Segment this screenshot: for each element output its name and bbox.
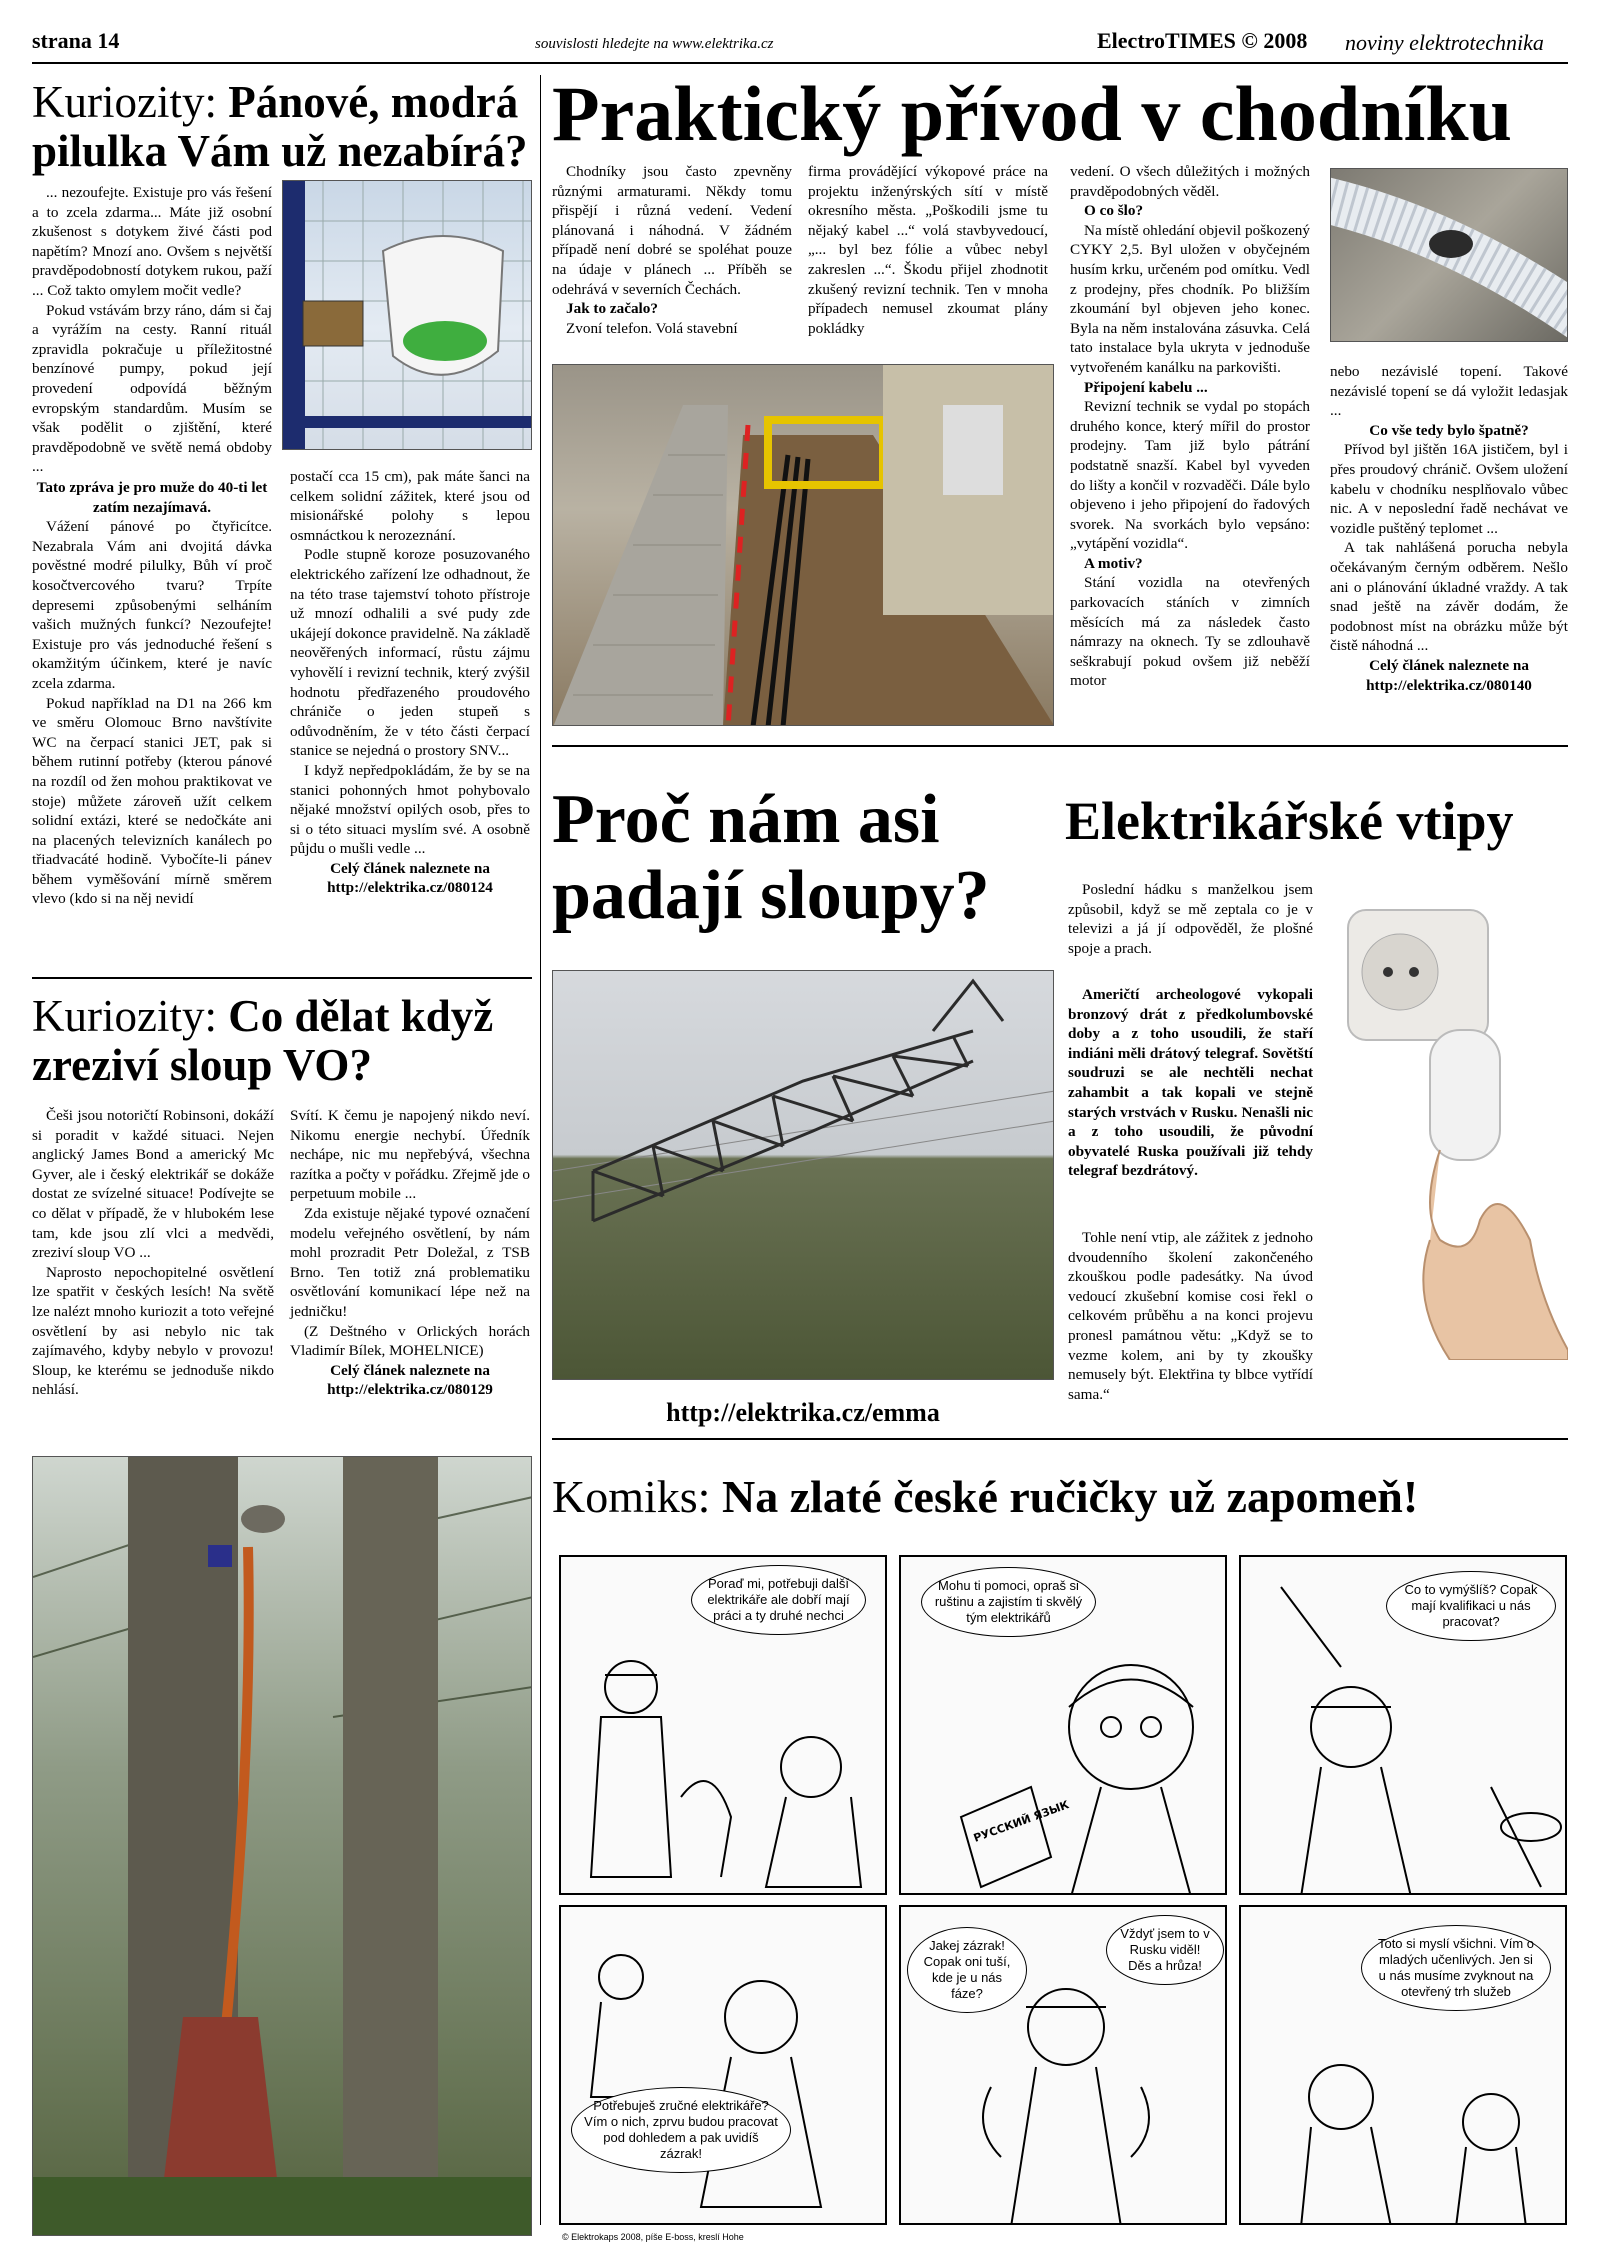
- comic-panel-5: [899, 1905, 1227, 2225]
- article1-headline: [32, 78, 532, 175]
- urinal-photo: [282, 180, 532, 450]
- article3-para: firma provádějící výkopové práce na projektu inženýrských sítí v místě okresního města. „Poškodili jsme tu nějaký kabel ...“ volá stavbyvedoucí, „... byl bez fólie a vůbec nebyl zakreslen ...“. Škodu přijel zhodnotit zkušený revizní technik. Ten v mnoha případech nemusel zkoumat plány pokládky: [808, 163, 1048, 337]
- article5-joke1: [1068, 880, 1313, 958]
- article3-col1: [552, 162, 792, 338]
- speech-bubble-1: Poraď mi, potřebuji další elektrikáře ale dobří mají práci a ty druhé nechci: [691, 1565, 866, 1635]
- article1-footer: Celý článek naleznete na: [330, 859, 490, 877]
- article2-kicker: Kuriozity:: [32, 991, 217, 1041]
- article1-para: Pokud vstávám brzy ráno, dám si čaj a vyrážím na cesty. Ranní rituál zpravidla pokračuje u příležitostné benzínové pumpy, pokud její provedení odpovídá běžným evropským standardům. Musím se však podělit o zjištění, které pravděpodobně ve světě nemá obdoby ...: [32, 301, 272, 476]
- conduit-photo: [1330, 168, 1568, 342]
- socket-hand-illustration: [1330, 880, 1568, 1360]
- article3-title: Praktický přívod v chodníku: [552, 70, 1513, 157]
- sidewalk-photo: [552, 364, 1054, 726]
- article2-link[interactable]: http://elektrika.cz/080129: [327, 1381, 493, 1399]
- article3-footer: Celý článek naleznete na: [1369, 656, 1529, 674]
- conduit-illustration: [1331, 169, 1568, 342]
- article3-col2: [808, 162, 1048, 338]
- article2-col2: [290, 1106, 530, 1400]
- article1-para: Vážení pánové po čtyřicítce. Nezabrala Vám ani dvojitá dávka pověstné modré pilulky, Bůh ví proč kosočtvercového tvaru? Trpíte depresemi způsobenými selháním vašich mužných funkcí? Nezoufejte! Existuje pro vás jednoduché řešení s okamžitým účinkem, které je navíc zcela zdarma.: [32, 518, 272, 692]
- article2-para: Zda existuje nějaké typové označení modelu veřejného osvětlení, by nám mohl prozradit Petr Doležal, z TSB Brno. Ten totiž zná problematiku osvětlování komunikací lépe než na jedničku!: [290, 1204, 530, 1320]
- socket-hand-photo: [1330, 880, 1568, 1360]
- urinal-illustration: [283, 181, 532, 450]
- speech-bubble-3: Co to vymýšlíš? Copak mají kvalifikaci u nás pracovat?: [1386, 1571, 1556, 1641]
- article2-para: Naprosto nepochopitelné osvětlení lze spatřit v českých lesích! Na světě lze nalézt mnoho kuriozit a toto veřejné osvětlení by asi nebylo nic tak zajímavého, kdyby nebylo v provozu! Sloup, ke kterému se jednoduše nikdo nehlásí.: [32, 1263, 274, 1399]
- article3-subhead: Jak to začalo?: [566, 300, 658, 318]
- speech-bubble-5a: Jakej zázrak! Copak oni tuší, kde je u nás fáze?: [907, 1927, 1027, 2013]
- joke-text: Tohle není vtip, ale zážitek z jednoho dvoudenního školení zakončeného zkouškou podle padesátky. Na úvod vedoucí zkušební komise cosi řekl o celkovém průběhu a na konci projevu pronesl památnou větu: „Když se to vezme kolem, ani by ty zkoušky nemusely být. Elektřina ty blbce vytřídí sama.“: [1068, 1229, 1313, 1403]
- article1-col1b: [32, 478, 272, 909]
- article2-col1: [32, 1106, 274, 1400]
- speech-bubble-6: Toto si myslí všichni. Vím o mladých učenlivých. Jen si u nás musíme zvyknout na otevřený trh služeb: [1361, 1925, 1551, 2011]
- article3-para: Stání vozidla na otevřených parkovacích stáních v zimních měsících má za následek často námrazy na oknech. Ty se zdlouhavě seškrabují pokud ovšem již neběží motor: [1070, 574, 1310, 690]
- article3-subhead: Připojení kabelu ...: [1084, 378, 1208, 396]
- article3-link[interactable]: http://elektrika.cz/080140: [1366, 676, 1532, 694]
- article1-col2: [290, 467, 530, 898]
- article1-rule: [32, 977, 532, 979]
- article3-para: A tak nahlášená porucha nebyla očekávaným černým odběrem. Nešlo ani o plánování úkladné vraždy. A tak snad ještě na závěr dodám, že podobnost míst na obrázku může být čistě náhodná ...: [1330, 539, 1568, 655]
- header-center-note: souvislosti hledejte na www.elektrika.cz: [535, 36, 774, 52]
- article1-link[interactable]: http://elektrika.cz/080124: [327, 879, 493, 897]
- article3-subhead: A motiv?: [1084, 554, 1143, 572]
- joke-text: Poslední hádku s manželkou jsem způsobil, když se mě zeptala co je v televizi a já jí odpověděl, že plošné spoje a prach.: [1068, 881, 1313, 957]
- article2-para: Svítí. K čemu je napojený nikdo neví. Nikomu energie nechybí. Úředník nechápe, nic mu nepřebývá, všechna razítka a počty v pořádku. Zřejmě jde o perpetuum mobile ...: [290, 1107, 530, 1203]
- article3-para: Zvoní telefon. Volá stavební: [566, 319, 738, 337]
- comic-panel-2: [899, 1555, 1227, 1895]
- fallen-pylon-photo: [552, 970, 1054, 1380]
- article3-subhead: O co šlo?: [1084, 202, 1144, 220]
- article4-title: Proč nám asi padají sloupy?: [552, 781, 990, 934]
- article3-para: Na místě ohledání objevil poškozený CYKY 2,5. Byl uložen v obyčejném husím krku, určeném pod omítku. Vedl z prodejny, přes chodník. Po bližším zkoumání byl objeven jeho konec. Byla na něm instalována zásuvka. Celá tato instalace byla ukryta v jednoduše vytvořeném kanálku na parkovišti.: [1070, 221, 1310, 376]
- article1-col1: [32, 183, 272, 477]
- article1-para: Podle stupně koroze posuzovaného elektrického zařízení lze odhadnout, že na této trase tajemství tohoto přístroje už mnozí odhalili a své pudy zde ukájejí dokonce pravidelně. Na základě neověřených informací, růstu zájmu vyhovělí i revizní technik, který zvýšil hodnotu předřazeného proudového chrániče o jeden stupeň s odůvodněním, že v této části čerpací stanice se nejedná o prostory SNV...: [290, 546, 530, 760]
- comic-title: Na zlaté české ručičky už zapomeň!: [721, 1471, 1419, 1522]
- comic-credit: © Elektrokaps 2008, píše E-boss, kreslí Hohe: [562, 2232, 744, 2242]
- speech-bubble-2: Mohu ti pomoci, opraš si ruštinu a zajistím ti skvělý tým elektrikářů: [921, 1567, 1096, 1637]
- article1-para: ... nezoufejte. Existuje pro vás řešení a to zcela zdarma... Máte již osobní zkušenost s dotykem živé části pod napětím? Mnozí ano. Ovšem s největší pravděpodobností dotykem rukou, paží ... Což takto omylem močit vedle?: [32, 184, 272, 299]
- article1-highlight: Tato zpráva je pro muže do 40-ti let zatím nezajímavá.: [36, 479, 268, 516]
- article2-title: Co dělat když zreziví sloup VO?: [32, 991, 494, 1090]
- speech-bubble-4: Potřebuješ zručné elektrikáře? Vím o nich, zprvu budou pracovat pod dohledem a pak uvidíš zázrak!: [571, 2087, 791, 2173]
- joke-text: Američtí archeologové vykopali bronzový drát z předkolumbovské doby a z toho usoudili, že staří indiáni měli drátový telegraf. Sovětští soudruzi se ale nechtěli nechat zahambit a tak kopali ve stejně starých vrstvách v Rusku. Nenašli nic a z toho usoudili, že původní obyvatelé Ruska používali již tehdy telegraf bezdrátový.: [1068, 986, 1313, 1180]
- article5-joke3: [1068, 1228, 1313, 1404]
- article1-title: Pánové, modrá pilulka Vám už nezabírá?: [32, 77, 528, 176]
- article3-para: Přívod byl jištěn 16A jističem, byl i přes proudový chránič. Ovšem uložení kabelu v chodníku nesplňovalo vůbec nic. A v neposlední řadě nechávat ve vozidle puštěný teplomet ...: [1330, 441, 1568, 537]
- article2-para: (Z Deštného v Orlických horách Vladimír Bílek, MOHELNICE): [290, 1322, 530, 1360]
- comic-panel-4: [559, 1905, 887, 2225]
- article3-subhead: Co vše tedy bylo špatně?: [1369, 421, 1529, 439]
- article3-para: Chodníky jsou často zpevněny různými armaturami. Někdy tomu přispějí i různá vedení. Vedení plánovaná i náhodná. V žádném případě není dobré se spoléhat pouze na údaje v plánech ... Příběh se odehrává v severních Čechách.: [552, 163, 792, 298]
- article3-col3: [1070, 162, 1310, 691]
- sidewalk-illustration: [553, 365, 1054, 726]
- article5-title: Elektrikářské vtipy: [1065, 791, 1514, 851]
- article4-link[interactable]: http://elektrika.cz/emma: [666, 1398, 940, 1427]
- article5-joke2: [1068, 985, 1313, 1181]
- header-rule: [32, 62, 1568, 64]
- comic-panel-6: [1239, 1905, 1567, 2225]
- column-divider: [540, 75, 541, 2225]
- article5-rule: [552, 1438, 1568, 1440]
- article3-para: vedení. O všech důležitých i možných pravděpodobných věděl.: [1070, 163, 1310, 200]
- article1-para: postačí cca 15 cm), pak máte šanci na celkem solidní zážitek, které jsou od misionářské polohy s lepou osmnáctkou k nerozeznání.: [290, 468, 530, 544]
- article1-kicker: Kuriozity:: [32, 77, 217, 127]
- article2-headline: [32, 992, 532, 1089]
- comic-drawing-4: [561, 1907, 887, 2225]
- article3-para: nebo nezávislé topení. Takové nezávislé topení se dá vyložit ledasjak ...: [1330, 363, 1568, 420]
- comic-kicker: Komiks:: [552, 1471, 711, 1522]
- comic-panel-3: [1239, 1555, 1567, 1895]
- fallen-pylon-illustration: [553, 971, 1054, 1380]
- article1-para: Pokud například na D1 na 266 km ve směru Olomouc Brno navštívite WC na čerpací stanici JET, pak si během rutinní potřeby (kterou pánové na rozdíl od žen mohou praktikovat ve stoje) můžete zároveň užít celkem solidní extázi, které se nedočkáte ani na placených televizních kanálech po třiadvacáté hodině. Vybočíte-li pánev během vyměšování mírně směrem vlevo (kdo si na něj nevidí: [32, 694, 272, 908]
- forest-lamp-photo: [32, 1456, 532, 2236]
- comic-headline: [552, 1470, 1568, 1523]
- article3-col4: [1330, 362, 1568, 695]
- russian-book-label: РУССКИЙ ЯЗЫК: [971, 1798, 1071, 1845]
- article1-para: I když nepředpokládám, že by se na stanici pohonných hmot pohybovalo nějaké množství opilých osob, přes to si o této situaci myslím své. A osobně půjdu o mušli vedle ...: [290, 761, 530, 858]
- forest-lamp-illustration: [33, 1457, 532, 2236]
- page-number: strana 14: [32, 28, 120, 53]
- header-brand: ElectroTIMES © 2008: [1097, 28, 1308, 53]
- article2-para: Češi jsou notoričtí Robinsoni, dokáží si poradit v každé situaci. Nejen anglický James Bond a americký Mc Gyver, ale i český elektrikář se dokáže dostat ze svízelné situace! Podívejte se co dělat v případě, že v hlubokém lese tam, kde jsou zlí vlci a medvědi, zreziví sloup VO ...: [32, 1107, 274, 1262]
- speech-bubble-5b: Vždyť jsem to v Rusku viděl! Děs a hrůza!: [1106, 1915, 1224, 1985]
- article2-footer: Celý článek naleznete na: [330, 1361, 490, 1379]
- article3-rule: [552, 745, 1568, 747]
- comic-panel-1: [559, 1555, 887, 1895]
- article3-para: Revizní technik se vydal po stopách druhého konce, který mířil do prostor prodejny. Tam již bylo pátrání podstatně snazší. Kabel byl vyveden do lišty a končil v rozvaděči. Dále bylo objeveno i jeho připojení do řadových svorek. Na svorkách bylo vepsáno: „vytápění vozidla“.: [1070, 398, 1310, 553]
- header-subtitle: noviny elektrotechnika: [1345, 30, 1544, 55]
